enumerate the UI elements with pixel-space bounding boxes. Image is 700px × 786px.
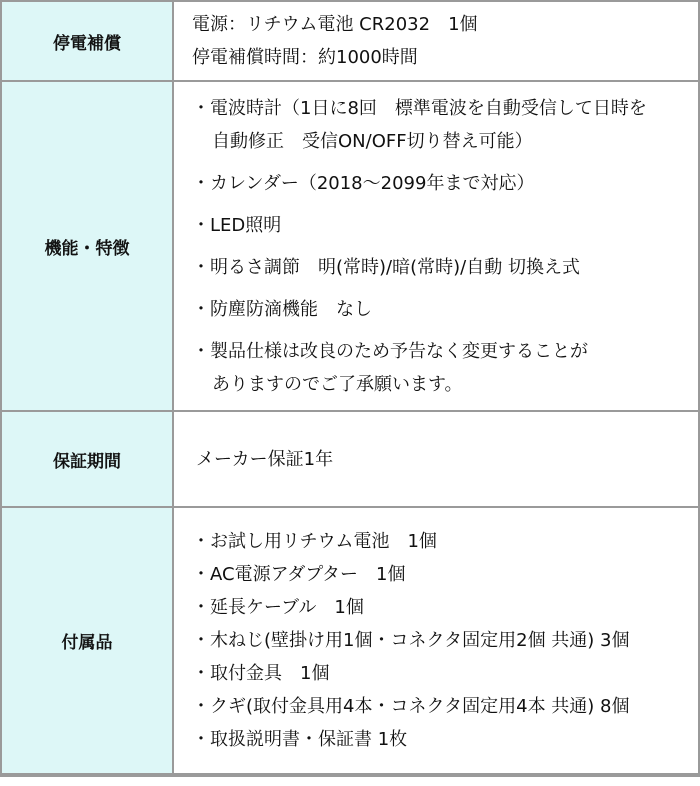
list-item: ・カレンダー（2018～2099年まで対応）	[192, 172, 535, 194]
list-item: ・明るさ調節 明(常時)/暗(常時)/自動 切換え式	[192, 256, 580, 278]
list-item: ・防塵防滴機能 なし	[192, 298, 372, 320]
list-item: ・製品仕様は改良のため予告なく変更することが	[192, 340, 588, 362]
warranty-text: メーカー保証1年	[196, 448, 334, 470]
list-item: ありますのでご了承願います。	[212, 373, 463, 395]
row-label: 停電補償	[1, 1, 173, 81]
list-item: ・木ねじ(壁掛け用1個・コネクタ固定用2個 共通) 3個	[192, 630, 630, 651]
list-item: 自動修正 受信ON/OFF切り替え可能）	[212, 130, 533, 152]
row-content	[173, 1, 699, 81]
list-item: ・LED照明	[192, 214, 282, 236]
spec-row-power-backup	[1, 1, 699, 81]
list-item: ・クギ(取付金具用4本・コネクタ固定用4本 共通) 8個	[192, 696, 630, 717]
list-item: ・電波時計（1日に8回 標準電波を自動受信して日時を	[192, 97, 647, 119]
row-content	[173, 507, 699, 775]
content-line: 停電補償時間：約1000時間	[192, 47, 418, 68]
row-label: 付属品	[1, 507, 173, 775]
feature-list	[192, 92, 688, 401]
row-content	[173, 411, 699, 507]
row-label: 保証期間	[1, 411, 173, 507]
list-item: ・延長ケーブル 1個	[192, 597, 364, 618]
spec-row-features	[1, 81, 699, 411]
accessory-list	[192, 525, 688, 756]
row-content	[173, 81, 699, 411]
row-label: 機能・特徴	[1, 81, 173, 411]
list-item: ・取付金具 1個	[192, 663, 330, 684]
content-line: 電源：リチウム電池 CR2032 1個	[192, 14, 478, 35]
list-item: ・お試し用リチウム電池 1個	[192, 531, 437, 552]
spec-row-warranty	[1, 411, 699, 507]
list-item: ・取扱説明書・保証書 1枚	[192, 729, 408, 750]
list-item: ・AC電源アダプター 1個	[192, 564, 406, 585]
spec-row-accessories	[1, 507, 699, 775]
